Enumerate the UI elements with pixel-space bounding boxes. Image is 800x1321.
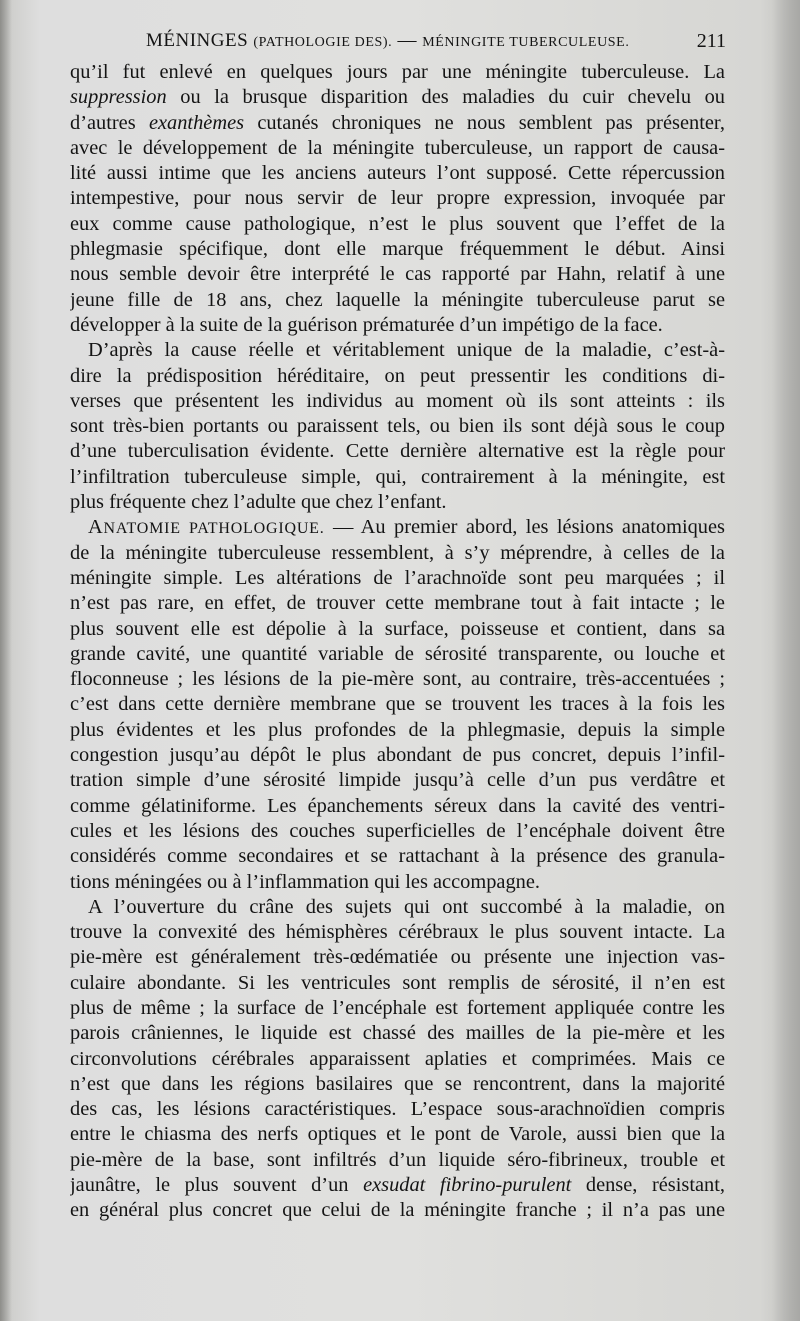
body-text [70,60,725,1224]
text-line: pie-mère de la base, sont infiltrés d’un liquide séro-fibrineux, trouble et [70,1148,725,1171]
running-head [146,30,726,56]
running-head-main: MÉNINGES [146,30,249,51]
text-line: jeune fille de 18 ans, chez laquelle la méningite tuberculeuse parut se [70,288,725,311]
text-line: nous semble devoir être interprété le cas rapporté par Hahn, relatif à une [70,263,725,286]
text-line: plus de même ; la surface de l’encéphale est fortement appliquée contre les [70,996,725,1019]
running-head-paren: (PATHOLOGIE DES). [253,35,393,50]
text-line: d’une tuberculisation évidente. Cette dernière alternative est la règle pour [70,440,725,463]
text-line: plus souvent elle est dépolie à la surface, poisseuse et contient, dans sa [70,617,725,640]
text-run: d’autres [70,111,149,134]
heading-smallcaps: NATOMIE PATHOLOGIQUE. [103,520,325,538]
text-line: plus évidentes et les plus profondes de la phlegmasie, depuis la simple [70,718,725,741]
text-line: lité aussi intime que les anciens auteurs l’ont supposé. Cette répercussion [70,162,725,185]
section-heading-line [70,515,725,540]
text-line: tions méningées ou à l’inflammation qui les accompagne. [70,870,540,893]
running-head-section: MÉNINGITE TUBERCULEUSE. [422,35,630,50]
text-line: des cas, les lésions caractéristiques. L’espace sous-arachnoïdien compris [70,1098,725,1121]
text-line: avec le développement de la méningite tuberculeuse, un rapport de causa- [70,136,725,159]
italic-term: exanthèmes [148,111,245,134]
text-line: développer à la suite de la guérison prématurée d’un impétigo de la face. [70,313,663,336]
text-line: en général plus concret que celui de la méningite franche ; il n’a pas une [70,1199,725,1222]
running-head-dash: — [397,30,417,51]
gutter-shadow [0,0,12,1321]
text-line: intempestive, pour nous servir de leur propre expression, invoquée par [70,187,725,210]
text-line: plus fréquente chez l’adulte que chez l’enfant. [70,491,447,514]
text-line: sont très-bien portants ou paraissent tels, ou bien ils sont déjà sous le coup [70,415,725,438]
running-head-title [146,30,629,52]
text-run: dense, résistant, [571,1174,725,1197]
page-edge-shadow [772,0,800,1321]
section-heading [88,516,325,539]
text-line: méningite simple. Les altérations de l’arachnoïde sont peu marquées ; il [70,566,725,589]
text-line: A l’ouverture du crâne des sujets qui ont succombé à la maladie, on [88,895,725,918]
text-line: floconneuse ; les lésions de la pie-mère sont, au contraire, très-accentuées ; [70,668,725,691]
text-line: pie-mère est généralement très-œdématiée ou présente une injection vas- [70,946,725,969]
text-line: grande cavité, une quantité variable de sérosité transparente, ou louche et [70,642,725,665]
italic-term: suppression [70,86,167,109]
text-line: n’est pas rare, en effet, de trouver cette membrane tout à fait intacte ; le [70,592,725,615]
text-line: culaire abondante. Si les ventricules sont remplis de sérosité, il n’en est [70,971,725,994]
text-run: — Au premier abord, les lésions anatomiques [324,516,725,539]
text-line: entre le chiasma des nerfs optiques et le pont de Varole, aussi bien que la [70,1123,725,1146]
text-line [70,1173,725,1198]
text-line: parois crâniennes, le liquide est chassé des mailles de la pie-mère et les [70,1022,725,1045]
text-line: cules et les lésions des couches superficielles de l’encéphale doivent être [70,819,725,842]
text-line: circonvolutions cérébrales apparaissent aplaties et comprimées. Mais ce [70,1047,725,1070]
text-line: eux comme cause pathologique, n’est le plus souvent que l’effet de la [70,212,725,235]
text-line: de la méningite tuberculeuse ressemblent, à s’y méprendre, à celles de la [70,541,725,564]
text-line: trouve la convexité des hémisphères cérébraux le plus souvent intacte. La [70,921,725,944]
text-line [70,111,725,136]
text-line: n’est que dans les régions basilaires que se rencontrent, dans la majorité [70,1072,725,1095]
italic-term: exsudat fibrino-purulent [363,1174,572,1197]
text-line: qu’il fut enlevé en quelques jours par une méningite tuberculeuse. La [70,61,725,83]
text-line: verses que présentent les individus au moment où ils sont atteints : ils [70,389,725,412]
text-run: ou la brusque disparition des maladies du cuir chevelu ou [166,86,725,109]
text-line: considérés comme secondaires et se rattachant à la présence des granula- [70,845,725,868]
heading-initial: A [88,516,104,539]
text-line: l’infiltration tuberculeuse simple, qui, contrairement à la méningite, est [70,465,725,488]
text-run: jaunâtre, le plus souvent d’un [70,1174,364,1197]
text-line [70,85,725,110]
text-line: phlegmasie spécifique, dont elle marque fréquemment le début. Ainsi [70,238,725,261]
text-line: c’est dans cette dernière membrane que se trouvent les traces à la fois les [70,693,725,716]
text-line: tration simple d’une sérosité limpide jusqu’à celle d’un pus verdâtre et [70,769,725,792]
page-number: 211 [696,30,726,52]
text-line: congestion jusqu’au dépôt le plus abondant de pus concret, depuis l’infil- [70,744,725,767]
text-line: comme gélatiniforme. Les épanchements séreux dans la cavité des ventri- [70,794,725,817]
text-line: dire la prédisposition héréditaire, on peut pressentir les conditions di- [70,364,725,387]
text-line: D’après la cause réelle et véritablement unique de la maladie, c’est-à- [88,339,725,362]
text-run: cutanés chroniques ne nous semblent pas présenter, [244,111,725,134]
